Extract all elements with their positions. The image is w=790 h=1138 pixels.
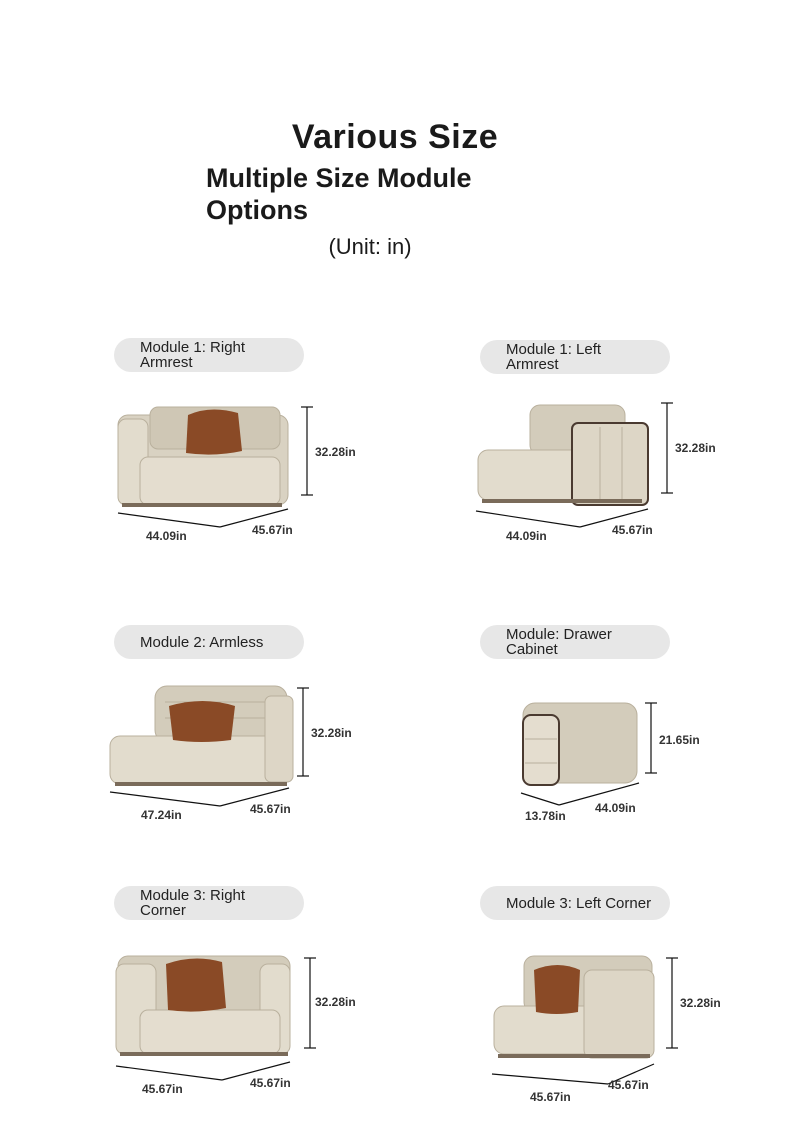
unit-note: (Unit: in) xyxy=(328,234,412,259)
dim-height: 32.28in xyxy=(311,726,352,740)
dim-depth: 45.67in xyxy=(250,802,291,816)
dim-height: 21.65in xyxy=(659,733,700,747)
sofa-right-corner-illustration xyxy=(110,950,410,1130)
dim-width: 47.24in xyxy=(141,808,182,822)
module-label-right-corner: Module 3: Right Corner xyxy=(114,886,304,920)
module-label-left-armrest: Module 1: Left Armrest xyxy=(480,340,670,374)
page-title: Various Size xyxy=(291,118,499,156)
dim-width: 44.09in xyxy=(146,529,187,543)
sofa-armless-illustration xyxy=(105,680,405,860)
dim-width: 13.78in xyxy=(525,809,566,823)
module-armless xyxy=(105,680,405,860)
dim-height: 32.28in xyxy=(315,445,356,459)
sofa-left-corner-illustration xyxy=(488,952,788,1132)
module-label-armless: Module 2: Armless xyxy=(114,625,304,659)
sofa-right-armrest-illustration xyxy=(110,395,410,575)
dim-height: 32.28in xyxy=(315,995,356,1009)
dim-depth: 44.09in xyxy=(595,801,636,815)
module-left-corner xyxy=(488,952,788,1132)
module-left-armrest xyxy=(470,395,770,575)
dim-depth: 45.67in xyxy=(250,1076,291,1090)
page-subtitle: Multiple Size Module Options xyxy=(206,163,472,225)
module-right-armrest xyxy=(110,395,410,575)
dim-depth: 45.67in xyxy=(612,523,653,537)
module-right-corner xyxy=(110,950,410,1130)
dim-width: 45.67in xyxy=(530,1090,571,1104)
dim-width: 45.67in xyxy=(142,1082,183,1096)
module-drawer-cabinet xyxy=(515,695,790,875)
module-label-left-corner: Module 3: Left Corner xyxy=(480,886,670,920)
dim-height: 32.28in xyxy=(680,996,721,1010)
dim-depth: 45.67in xyxy=(608,1078,649,1092)
sofa-left-armrest-illustration xyxy=(470,395,770,575)
module-label-right-armrest: Module 1: Right Armrest xyxy=(114,338,304,372)
drawer-cabinet-illustration xyxy=(515,695,790,875)
module-label-drawer-cabinet: Module: Drawer Cabinet xyxy=(480,625,670,659)
dim-height: 32.28in xyxy=(675,441,716,455)
dim-depth: 45.67in xyxy=(252,523,293,537)
dim-width: 44.09in xyxy=(506,529,547,543)
